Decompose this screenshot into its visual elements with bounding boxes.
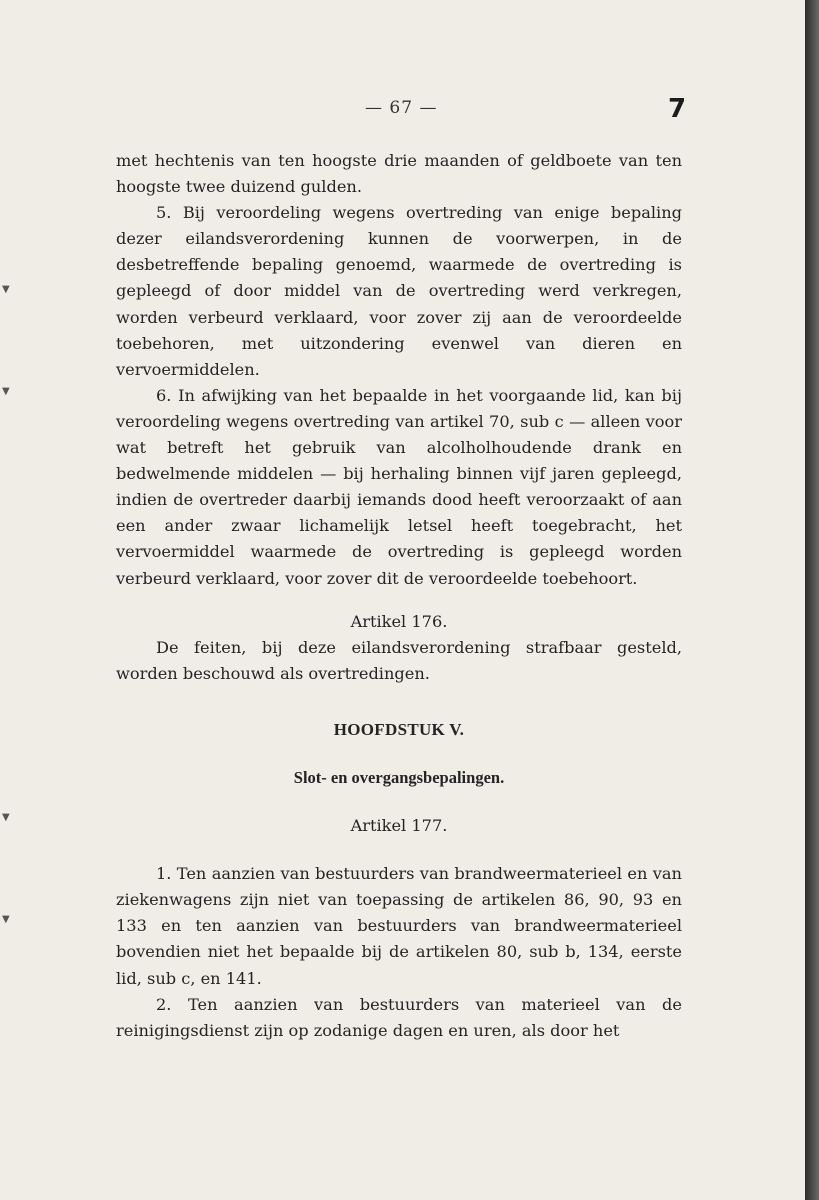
page-edge [805,0,819,1200]
paragraph: De feiten, bij deze eilandsverordening strafbaar gesteld, worden beschouwd als overtredingen. [116,637,682,683]
margin-mark: ▼ [2,812,10,823]
margin-mark: ▼ [2,914,10,925]
sheet-number: 7 [668,94,687,124]
paragraph: met hechtenis van ten hoogste drie maanden of geldboete van ten hoogste twee duizend gulden. [116,151,682,197]
article-heading: Artikel 177. [350,816,448,836]
chapter-heading: HOOFDSTUK V. [333,719,465,739]
document-body [116,148,682,1044]
margin-mark: ▼ [2,284,10,295]
paragraph: 1. Ten aanzien van bestuurders van brandweermaterieel en van ziekenwagens zijn niet van toepassing de artikelen 86, 90, 93 en 133 en ten aanzien van bestuurders van brandweermaterieel bovendien niet het bepaalde bij de artikelen 80, sub b, 134, eerste lid, sub c, en 141. [116,864,682,988]
paragraph: 6. In afwijking van het bepaalde in het voorgaande lid, kan bij veroordeling wegens overtreding van artikel 70, sub c — alleen voor wat betreft het gebruik van alcolholhoudende drank en bedwelmende middelen — bij herhaling binnen vijf jaren gepleegd, indien de overtreder daarbij iemands dood heeft veroorzaakt of aan een ander zwaar lichamelijk letsel heeft toegebracht, het vervoermiddel waarmede de overtreding is gepleegd worden verbeurd verklaard, voor zover dit de veroordeelde toebehoort. [116,385,682,588]
page-number: — 67 — [365,98,438,118]
paragraph: 5. Bij veroordeling wegens overtreding van enige bepaling dezer eilandsverordening kunnen de voorwerpen, in de desbetreffende bepaling genoemd, waarmede de overtreding is gepleegd of door middel van de overtreding werd verkregen, worden verbeurd verklaard, voor zover zij aan de veroordeelde toebehoren, met uitzondering evenwel van dieren en vervoermiddelen. [116,203,682,379]
article-heading: Artikel 176. [350,611,448,631]
chapter-subtitle: Slot- en overgangsbepalingen. [293,767,505,787]
page-header [0,94,808,128]
margin-mark: ▼ [2,386,10,397]
paragraph: 2. Ten aanzien van bestuurders van materieel van de reinigingsdienst zijn op zodanige dagen en uren, als door het [116,994,682,1040]
